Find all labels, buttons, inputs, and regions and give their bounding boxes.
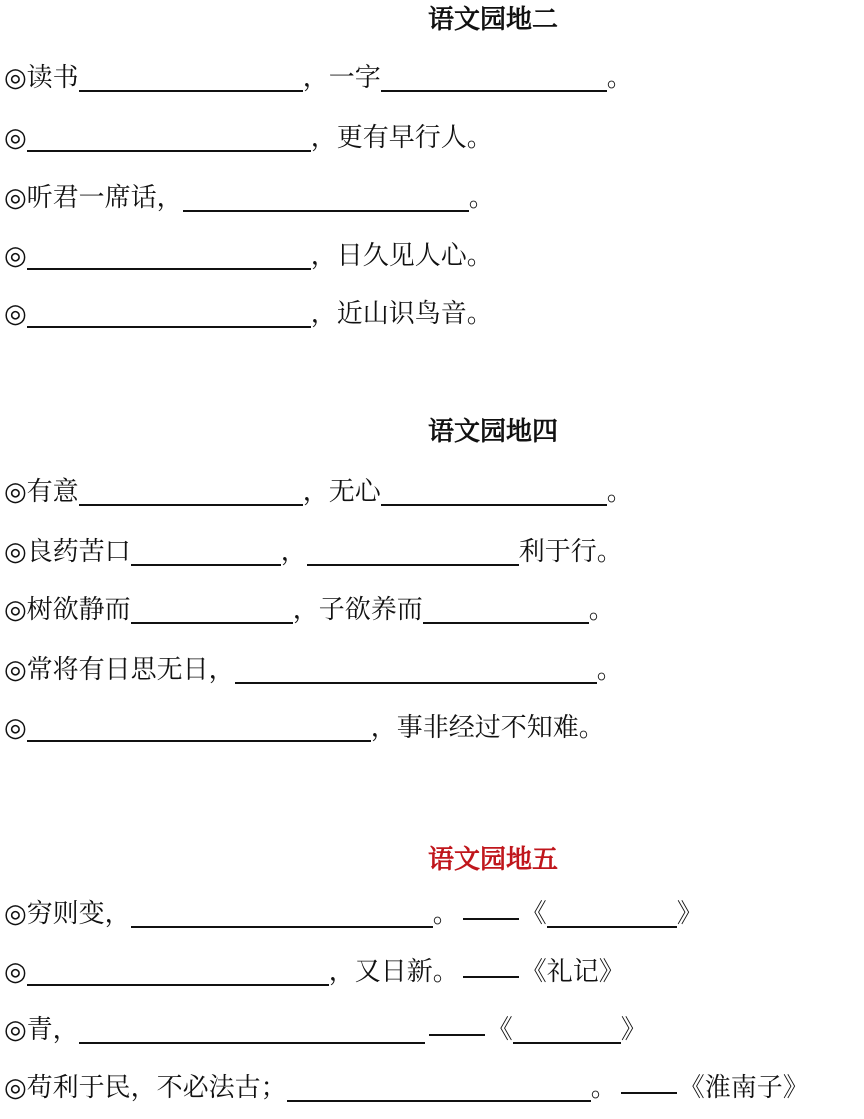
line-text: ◎良药苦口 — [4, 537, 131, 567]
line-text: ◎ — [4, 957, 27, 987]
line-text: 《淮南子》 — [678, 1073, 809, 1103]
line-text: ，子欲养而 — [292, 595, 423, 625]
exercise-line — [4, 60, 633, 96]
line-text: ◎读书 — [4, 63, 79, 93]
line-text: ◎ — [4, 241, 27, 271]
line-text: ◎树欲静而 — [4, 595, 131, 625]
line-text: 》 — [620, 1015, 647, 1045]
exercise-line — [4, 180, 495, 216]
em-dash — [463, 900, 519, 920]
line-text: 。 — [588, 595, 615, 625]
line-text: ◎ — [4, 299, 27, 329]
answer-blank[interactable] — [79, 478, 303, 506]
exercise-line — [4, 120, 493, 156]
exercise-line — [4, 652, 623, 688]
answer-blank[interactable] — [423, 596, 589, 624]
line-text: ，一字 — [302, 63, 381, 93]
answer-blank[interactable] — [287, 1074, 591, 1102]
exercise-line — [4, 954, 625, 990]
line-text: ◎穷则变， — [4, 899, 131, 929]
answer-blank[interactable] — [381, 64, 607, 92]
answer-blank[interactable] — [131, 538, 281, 566]
line-text: 《 — [486, 1015, 513, 1045]
answer-blank[interactable] — [79, 64, 303, 92]
line-text: 。 — [596, 655, 623, 685]
line-text: ◎常将有日思无日， — [4, 655, 235, 685]
answer-blank[interactable] — [27, 958, 329, 986]
line-text: 《礼记》 — [520, 957, 625, 987]
answer-blank[interactable] — [27, 242, 311, 270]
section-title: 语文园地二 — [428, 5, 559, 35]
line-text: ◎苟利于民，不必法古； — [4, 1073, 287, 1103]
answer-blank[interactable] — [547, 900, 677, 928]
exercise-line — [4, 534, 623, 570]
answer-blank[interactable] — [27, 300, 311, 328]
answer-blank[interactable] — [131, 900, 433, 928]
line-text: ， — [280, 537, 307, 567]
em-dash — [429, 1016, 485, 1036]
exercise-line — [4, 1012, 647, 1048]
exercise-line — [4, 238, 493, 274]
line-text: 。 — [432, 899, 459, 929]
answer-blank[interactable] — [27, 124, 311, 152]
em-dash — [621, 1074, 677, 1094]
line-text: 《 — [520, 899, 547, 929]
line-text: ，日久见人心。 — [310, 241, 493, 271]
answer-blank[interactable] — [513, 1016, 621, 1044]
section-title: 语文园地四 — [428, 417, 559, 447]
exercise-line — [4, 1070, 809, 1106]
line-text: ◎有意 — [4, 477, 79, 507]
line-text: 利于行。 — [518, 537, 623, 567]
line-text: 》 — [676, 899, 703, 929]
line-text: 。 — [606, 63, 633, 93]
line-text: ，事非经过不知难。 — [370, 713, 605, 743]
line-text: ◎ — [4, 713, 27, 743]
line-text: ，又日新。 — [328, 957, 459, 987]
line-text: ◎听君一席话， — [4, 183, 183, 213]
section-title: 语文园地五 — [428, 845, 559, 875]
line-text: ，更有早行人。 — [310, 123, 493, 153]
answer-blank[interactable] — [79, 1016, 425, 1044]
answer-blank[interactable] — [307, 538, 519, 566]
line-text: 。 — [606, 477, 633, 507]
line-text: ◎ — [4, 123, 27, 153]
line-text: ◎青， — [4, 1015, 79, 1045]
answer-blank[interactable] — [131, 596, 293, 624]
answer-blank[interactable] — [183, 184, 469, 212]
answer-blank[interactable] — [27, 714, 371, 742]
em-dash — [463, 958, 519, 978]
exercise-line — [4, 710, 605, 746]
exercise-line — [4, 896, 703, 932]
line-text: ，无心 — [302, 477, 381, 507]
line-text: ，近山识鸟音。 — [310, 299, 493, 329]
exercise-line — [4, 296, 493, 332]
answer-blank[interactable] — [381, 478, 607, 506]
line-text: 。 — [590, 1073, 617, 1103]
answer-blank[interactable] — [235, 656, 597, 684]
exercise-line — [4, 474, 633, 510]
line-text: 。 — [468, 183, 495, 213]
exercise-line — [4, 592, 615, 628]
